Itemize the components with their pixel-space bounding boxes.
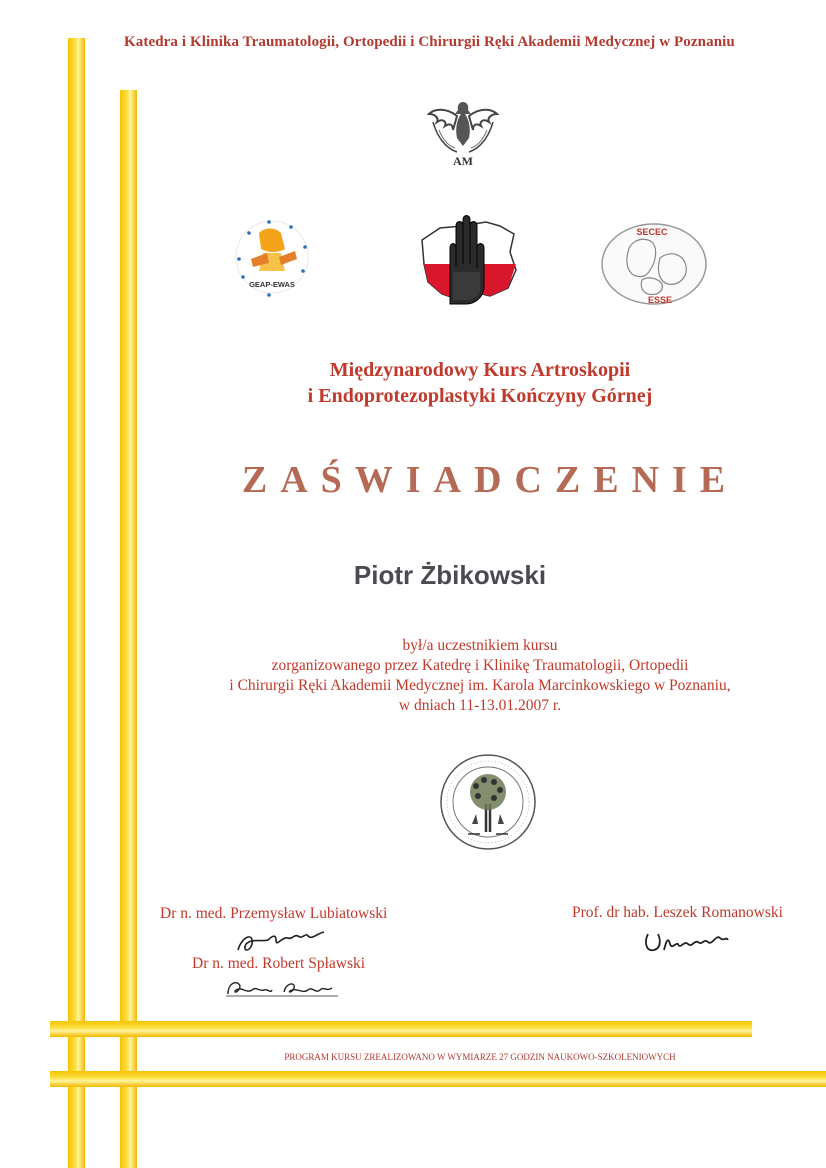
certificate-body <box>190 636 770 716</box>
secec-esse-logo-icon <box>600 218 708 308</box>
institution-header: Katedra i Klinika Traumatologii, Ortopedii i Chirurgii Ręki Akademii Medycznej w Poznaniu <box>124 34 735 50</box>
signatory-left2: Dr n. med. Robert Spławski <box>192 955 366 972</box>
signature-left1-icon <box>232 926 332 958</box>
geap-ewas-logo-icon <box>229 213 315 303</box>
hand-poland-map-icon <box>416 212 522 308</box>
left-stripe-inner <box>120 90 137 1168</box>
body-line4: w dniach 11-13.01.2007 r. <box>398 697 562 714</box>
geap-ewas-label: GEAP-EWAS <box>249 280 295 289</box>
signature-left2-icon <box>222 974 346 1002</box>
course-title-line2: i Endoprotezoplastyki Kończyny Górnej <box>307 385 653 407</box>
eagle-emblem-icon <box>425 92 501 168</box>
course-title <box>200 357 760 409</box>
bottom-stripe-upper <box>50 1021 752 1037</box>
body-line2: zorganizowanego przez Katedrę i Klinikę Traumatologii, Ortopedii <box>271 657 689 674</box>
secec-label: SECEC <box>636 227 668 237</box>
emblem-text: AM <box>453 154 473 168</box>
program-footer: PROGRAM KURSU ZREALIZOWANO W WYMIARZE 27 GODZIN NAUKOWO-SZKOLENIOWYCH <box>284 1052 676 1062</box>
bottom-stripe-lower <box>50 1071 826 1087</box>
left-stripe-outer <box>68 38 85 1168</box>
body-line1: był/a uczestnikiem kursu <box>402 637 558 654</box>
signatory-right: Prof. dr hab. Leszek Romanowski <box>572 904 783 921</box>
society-tree-seal-icon <box>438 752 538 852</box>
course-title-line1: Międzynarodowy Kurs Artroskopii <box>329 359 631 381</box>
certificate-heading: ZAŚWIADCZENIE <box>241 459 739 501</box>
signatory-left1: Dr n. med. Przemysław Lubiatowski <box>160 905 388 922</box>
recipient-name: Piotr Żbikowski <box>353 560 547 590</box>
signature-right-icon <box>640 924 736 958</box>
esse-label: ESSE <box>647 295 673 305</box>
body-line3: i Chirurgii Ręki Akademii Medycznej im. Karola Marcinkowskiego w Poznaniu, <box>229 677 731 694</box>
